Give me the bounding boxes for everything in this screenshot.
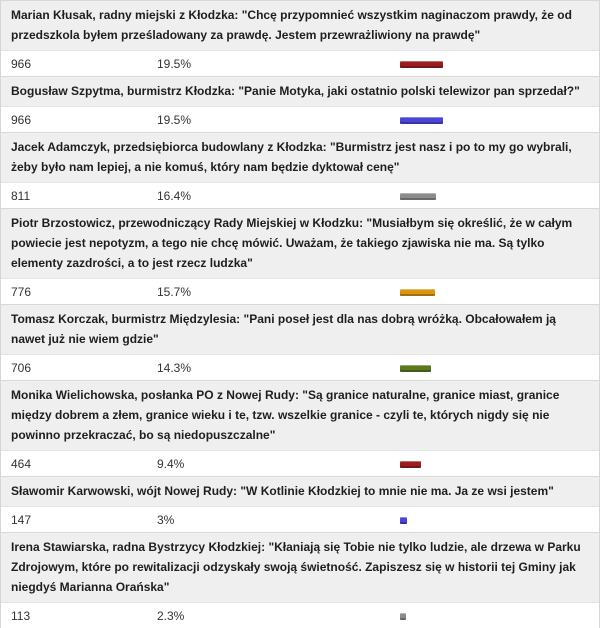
result-bar-track bbox=[400, 365, 590, 372]
vote-percent: 16.4% bbox=[157, 189, 192, 203]
result-bar-track bbox=[400, 193, 590, 200]
result-bar bbox=[400, 613, 406, 620]
result-row bbox=[1, 506, 599, 532]
quote-text: Irena Stawiarska, radna Bystrzycy Kłodzkiej: "Kłaniają się Tobie nie tylko ludzie, ale drzewa w Parku Zdrojowym, które po rewitalizacji odzyskały swoją świetność. Zapiszesz się w historii tej Gminy jak niegdyś Marianna Orańska" bbox=[1, 532, 599, 602]
vote-count: 811 bbox=[11, 189, 31, 203]
result-bar bbox=[400, 365, 431, 372]
quote-text: Jacek Adamczyk, przedsiębiorca budowlany z Kłodzka: "Burmistrz jest nasz i po to my go wybrali, żeby było nam lepiej, a nie komuś, który nam będzie dyktował cenę" bbox=[1, 132, 599, 182]
vote-count: 966 bbox=[11, 113, 32, 127]
vote-percent: 9.4% bbox=[157, 457, 185, 471]
vote-count: 113 bbox=[11, 609, 31, 623]
result-bar bbox=[400, 117, 443, 124]
result-bar-track bbox=[400, 461, 590, 468]
result-bar bbox=[400, 289, 435, 296]
result-bar bbox=[400, 517, 407, 524]
result-bar-track bbox=[400, 517, 590, 524]
result-row bbox=[1, 450, 599, 476]
quote-text: Bogusław Szpytma, burmistrz Kłodzka: "Panie Motyka, jaki ostatnio polski telewizor pan sprzedał?" bbox=[1, 76, 599, 106]
result-row bbox=[1, 50, 599, 76]
quote-text: Tomasz Korczak, burmistrz Międzylesia: "Pani poseł jest dla nas dobrą wróżką. Obcałowałem ją nawet już nie wiem gdzie" bbox=[1, 304, 599, 354]
result-bar-track bbox=[400, 289, 590, 296]
vote-percent: 15.7% bbox=[157, 285, 192, 299]
quote-text: Marian Kłusak, radny miejski z Kłodzka: "Chcę przypomnieć wszystkim naginaczom prawdy, że od przedszkola byłem prześladowany za prawdę. Jestem przewrażliwiony na prawdę" bbox=[1, 0, 599, 50]
result-row bbox=[1, 602, 599, 628]
result-bar bbox=[400, 61, 443, 68]
vote-percent: 2.3% bbox=[157, 609, 185, 623]
vote-count: 147 bbox=[11, 513, 32, 527]
poll-entry bbox=[1, 476, 599, 532]
poll-entry bbox=[1, 532, 599, 628]
result-bar-track bbox=[400, 613, 590, 620]
vote-percent: 14.3% bbox=[157, 361, 192, 375]
vote-count: 464 bbox=[11, 457, 32, 471]
quote-text: Piotr Brzostowicz, przewodniczący Rady Miejskiej w Kłodzku: "Musiałbym się określić, że w całym powiecie jest nepotyzm, a tego nie chcę mówić. Uważam, że takiego zjawiska nie ma. Są tylko elementy zazdrości, a to jest rzecz ludzka" bbox=[1, 208, 599, 278]
result-row bbox=[1, 182, 599, 208]
result-bar bbox=[400, 193, 436, 200]
result-row bbox=[1, 278, 599, 304]
quote-text: Sławomir Karwowski, wójt Nowej Rudy: "W Kotlinie Kłodzkiej to mnie nie ma. Ja ze wsi jestem" bbox=[1, 476, 599, 506]
vote-percent: 19.5% bbox=[157, 57, 192, 71]
vote-percent: 3% bbox=[157, 513, 175, 527]
vote-count: 776 bbox=[11, 285, 32, 299]
result-bar bbox=[400, 461, 421, 468]
poll-entry bbox=[1, 304, 599, 380]
poll-entry bbox=[1, 132, 599, 208]
result-row bbox=[1, 354, 599, 380]
poll-entry bbox=[1, 0, 599, 76]
poll-entry bbox=[1, 380, 599, 476]
result-bar-track bbox=[400, 61, 590, 68]
vote-percent: 19.5% bbox=[157, 113, 192, 127]
vote-count: 706 bbox=[11, 361, 32, 375]
poll-entry bbox=[1, 76, 599, 132]
quote-text: Monika Wielichowska, posłanka PO z Nowej Rudy: "Są granice naturalne, granice miast, granice między dobrem a złem, granice wieku i te, tzw. wszelkie granice - czyli te, których nigdy się nie powinno przekraczać, bo są niedopuszczalne" bbox=[1, 380, 599, 450]
vote-count: 966 bbox=[11, 57, 32, 71]
poll-entry bbox=[1, 208, 599, 304]
result-row bbox=[1, 106, 599, 132]
result-bar-track bbox=[400, 117, 590, 124]
